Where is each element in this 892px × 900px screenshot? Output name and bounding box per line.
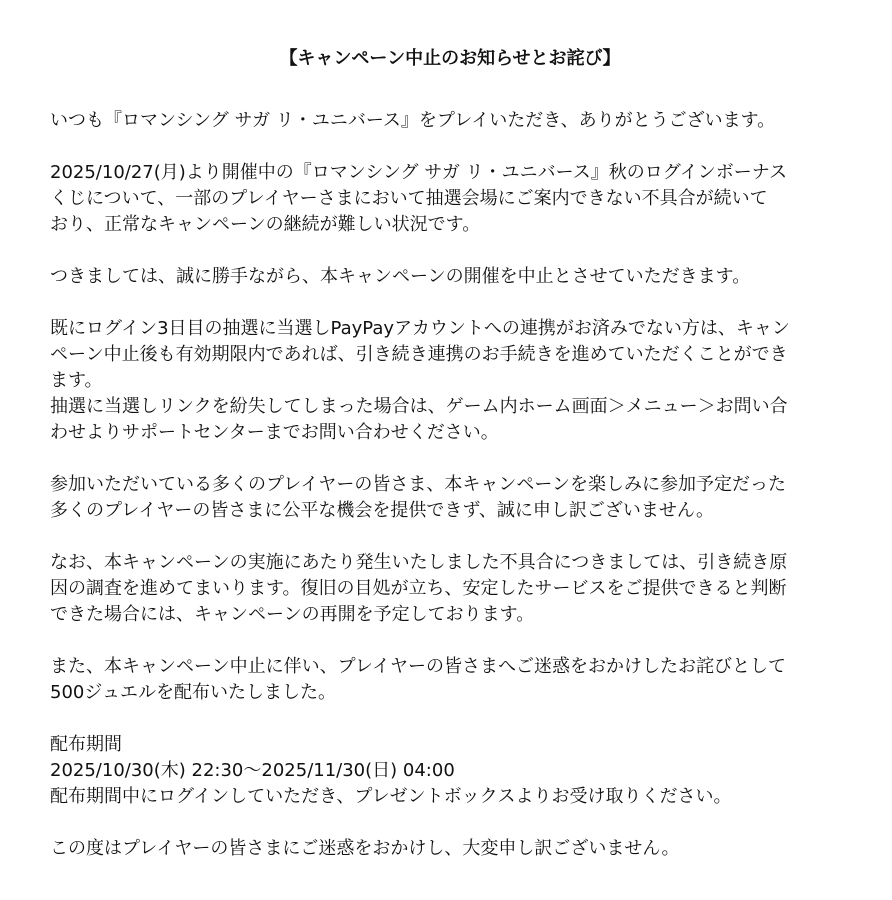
apology-paragraph xyxy=(50,472,850,524)
paragraph-line: おり、正常なキャンペーンの継続が難しい状況です。 xyxy=(50,214,481,235)
paypay-linking-paragraph xyxy=(50,316,850,446)
distribution-section xyxy=(50,732,850,810)
paragraph-line: ペーン中止後も有効期限内であれば、引き続き連携のお手続きを進めていただくことができ xyxy=(50,344,788,365)
paragraph-line: くじについて、一部のプレイヤーさまにおいて抽選会場にご案内できない不具合が続いて xyxy=(50,188,768,209)
paragraph-line: 因の調査を進めてまいります。復旧の目処が立ち、安定したサービスをご提供できると判断 xyxy=(50,578,787,599)
compensation-paragraph xyxy=(50,654,850,706)
notice-document xyxy=(50,44,850,888)
paragraph-line: つきましては、誠に勝手ながら、本キャンペーンの開催を中止とさせていただきます。 xyxy=(50,266,751,287)
greeting-line: いつも『ロマンシング サガ リ・ユニバース』をプレイいただき、ありがとうございます。 xyxy=(50,110,776,131)
closing-paragraph xyxy=(50,836,850,862)
paragraph-line: なお、本キャンペーンの実施にあたり発生いたしました不具合につきましては、引き続き原 xyxy=(50,552,788,573)
paragraph-line: 参加いただいている多くのプレイヤーの皆さま、本キャンペーンを楽しみに参加予定だった xyxy=(50,474,787,495)
paragraph-line: わせよりサポートセンターまでお問い合わせください。 xyxy=(50,422,499,443)
notice-title: 【キャンペーン中止のお知らせとお詫び】 xyxy=(279,48,621,69)
greeting-paragraph xyxy=(50,108,850,134)
cancellation-paragraph xyxy=(50,264,850,290)
paragraph-line: ます。 xyxy=(50,370,103,391)
paragraph-line: 既にログイン3日目の抽選に当選しPayPayアカウントへの連携がお済みでない方は、キャン xyxy=(50,318,790,339)
paragraph-line: できた場合には、キャンペーンの再開を予定しております。 xyxy=(50,604,535,625)
bug-explanation-paragraph xyxy=(50,160,850,238)
paragraph-line: 500ジュエルを配布いたしました。 xyxy=(50,682,336,703)
distribution-label: 配布期間 xyxy=(50,734,122,755)
paragraph-line: また、本キャンペーン中止に伴い、プレイヤーの皆さまへご迷惑をおかけしたお詫びとして xyxy=(50,656,787,677)
closing-line: この度はプレイヤーの皆さまにご迷惑をおかけし、大変申し訳ございません。 xyxy=(50,838,680,859)
paragraph-line: 2025/10/27(月)より開催中の『ロマンシング サガ リ・ユニバース』秋のログインボーナス xyxy=(50,162,788,183)
investigation-paragraph xyxy=(50,550,850,628)
paragraph-line: 多くのプレイヤーの皆さまに公平な機会を提供できず、誠に申し訳ございません。 xyxy=(50,500,715,521)
distribution-period: 2025/10/30(木) 22:30〜2025/11/30(日) 04:00 xyxy=(50,760,455,781)
distribution-instruction: 配布期間中にログインしていただき、プレゼントボックスよりお受け取りください。 xyxy=(50,786,732,807)
paragraph-line: 抽選に当選しリンクを紛失してしまった場合は、ゲーム内ホーム画面＞メニュー＞お問い合 xyxy=(50,396,788,417)
